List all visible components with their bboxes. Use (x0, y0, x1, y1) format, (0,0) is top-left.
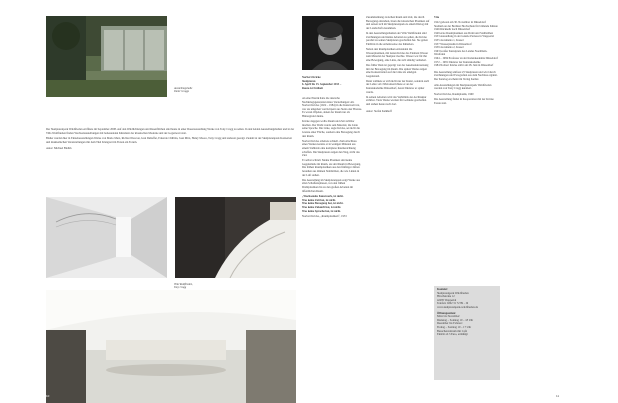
exhibit-title-subtitle: Skulpturen (302, 79, 316, 83)
col2-paragraph-6: In seinen Arbeiten wird das Verhältnis zur Architektur sichtbar. Viele Werke wurden für Gebäude geschaffen und stehen heute noch dort. (366, 95, 427, 107)
contact-box (434, 286, 500, 380)
caption-top-line-1: Ausstellungshalle (174, 87, 193, 90)
quote-line-2: Was keine Zeit hat, ist nicht. (302, 198, 336, 202)
right-column-3 (434, 16, 498, 108)
contact-label: Kontakt: (437, 288, 448, 291)
exhibit-title (302, 76, 362, 90)
caption-top (174, 87, 234, 94)
photo-exhibition-hall (46, 16, 167, 97)
photo-staircase (175, 197, 296, 278)
col1-paragraph-1: An eine Plastik hatte die deutsche Nachkriegsgeneration klare Vorstellungen: Als Norbert Kricke (1922 – 1984) in die Kunstwelt trat, war sie umgeben von Körpern aus Stein oder Bronze. Es waren Objekte, denen der Raum nur als Hintergrund diente. (302, 97, 362, 118)
quote-line-4: Was keine Zukunft hat, ist nicht. (302, 206, 342, 209)
vita-line-1: 1922 geboren am 30. November in Düsseldorf (434, 21, 486, 25)
caption-bottom-line-1: Villa Waldfrieden, (174, 283, 193, 286)
vita-line-6: 1955 documenta 1, Kassel (434, 39, 464, 43)
photo-villa-interior-graphic (46, 197, 167, 278)
exhibit-title-dates: 6. April bis 15. September 2013 – (302, 83, 342, 87)
photo-portrait-kricke (302, 16, 354, 70)
col2-paragraph-1: Zusammenhang zwischen Raum und Zeit, die durch Bewegung entstehen, lösen die klassischen Plastiken auf und setzen sich im Skulpturenpark zu einem Dialog mit der Landschaft zusammen. (366, 16, 430, 30)
photo-exhibition-hall-graphic (46, 16, 167, 97)
col2-paragraph-5: Dann widmete er sich nicht nur der Kunst, sondern auch der Lehre: Ab 1964 unterrichtete er an der Kunstakademie Düsseldorf, deren Direktor er später wurde. (366, 79, 430, 94)
right-column-1 (302, 97, 362, 220)
caption-top-line-2: Dieter Gruggs (174, 90, 190, 94)
vita-line-4: 1949 erste Raumplastiken aus Draht und Stahlstäben (434, 31, 494, 35)
contact-line-2: Hirschstraße 12 (437, 295, 455, 299)
vita-heading: Vita (434, 16, 440, 19)
vita-line-8: 1959 documenta 2, Kassel (434, 46, 464, 50)
left-page-number: 10 (46, 394, 50, 398)
right-column-2 (366, 16, 430, 115)
col2-paragraph-4: Das frühe Werk ist geprägt von der Auseinandersetzung mit der Bewegung im Raum. Die späten Werke zeigen eine Konzentration auf die Linie als einzigen Gegenstand. (366, 63, 429, 78)
col2-paragraph-3: Neben den Raumplastiken entstanden die Wasserplastiken, mit denen Kricke das Element Wasser zum Material der Skulptur machte. Wasser war für ihn eine Bewegung, eine Linie, die sich ständig verändert. (366, 47, 429, 62)
col3-paragraph-4: Die Ausstellung findet in Kooperation mit der Kricke Estate statt. (434, 98, 494, 105)
col3-paragraph-1: Die Ausstellung umfasst 25 Skulpturen und wird durch Zeichnungen und Fotografien aus dem Nachlass ergänzt. Der Katalog erscheint im Verlag Kettler. (434, 70, 498, 81)
photo-staircase-graphic (175, 197, 296, 278)
left-author: Autor: Michael Blohm (46, 147, 72, 151)
quote-line-5: Was keine Sprache hat, ist nicht. (302, 209, 341, 213)
left-body-paragraph-2: Bisher wurden hier in Einzelausstellungen Werke von Mario Merz, Richard Deacon, Jean Dubuffet, Eduardo Chillida, Joan Miró, Henry Moore, Tony Cragg und anderen gezeigt. Zudem ist der Skulpturenpark Konzerten und musikalischen Veranstaltungen mit dem Titel KlangArt im Freien ein Forum. (46, 137, 292, 144)
vita-line-7: 1957 Wasserplastik in Düsseldorf (434, 42, 472, 46)
hours-line-4: Freitag – Sonntag 10 – 17 Uhr (437, 325, 472, 329)
caption-bottom-line-2: Tony Cragg (174, 286, 187, 290)
hours-line-1: März bis November: (437, 315, 461, 319)
contact-line-4: Telefon: 0202 31 72 89 - 19 (437, 302, 469, 306)
col3-paragraph-2: Alle Ausstellungen im Skulpturenpark Waldfrieden werden von Tony Cragg kuratiert. (434, 83, 492, 91)
kricke-quote (302, 195, 362, 213)
vita-line-12: 1984 Norbert Kricke stirbt am 28. Juni in Düsseldorf (434, 64, 494, 68)
quote-source: Norbert Kricke, „Raumplastiken“, 1953 (302, 215, 347, 219)
vita-line-3: 1946 Rückkehr nach Düsseldorf (434, 28, 471, 32)
col2-paragraph-2: In den Ausstellungsräumen der Villa Waldfrieden sind Zeichnungen und kleine Arbeiten zu sehen, die Kricke parallel zu seinen Skulpturen geschaffen hat. Sie geben Einblick in die Arbeitsweise des Künstlers. (366, 31, 428, 46)
exhibit-title-artist: Norbert Kricke (302, 76, 321, 79)
vita-line-9: 1963 Großer Kunstpreis des Landes Nordrhein-Westfalen (434, 49, 488, 57)
hours-line-5: Besucherzentrum mit Café (437, 329, 467, 333)
col2-author: Autor: Stefan Kalkhoff (366, 109, 392, 113)
hours-label: Öffnungszeiten: (437, 311, 457, 315)
photo-villa-interior (46, 197, 167, 278)
hours-line-3: Dezember bis Februar: (437, 322, 463, 326)
photo-portrait-kricke-graphic (302, 16, 354, 70)
left-body-paragraph-1: Der Skulpturenpark Waldfrieden eröffnete im September 2008. Auf den Waldlichtungen und Rasenflächen sind heute in einer Dauerausstellung Werke von Tony Cragg zu sehen. In den beiden Ausstellungshallen und in der Villa Waldfrieden finden Wechselausstellungen mit bedeutenden Künstlern der klassischen Moderne und der Gegenwart statt. (46, 128, 295, 135)
hours-line-6: Eintritt ab 3 Euro, ermäßigt (437, 333, 468, 337)
photo-gallery-interior-graphic (46, 290, 296, 403)
exhibit-title-tagline: Raum ist Freiheit (302, 86, 323, 90)
vita-line-2: Studium an der Berliner Hochschule für bildende Künste (434, 24, 498, 28)
caption-bottom (174, 283, 234, 290)
photo-gallery-interior (46, 290, 296, 403)
vita-line-5: 1953 Ausstellung in der Galerie Parnass in Wuppertal (434, 35, 495, 39)
contact-line-3: 42285 Wuppertal (437, 298, 457, 302)
quote-line-1: „Wachsendes Kunstwerk, ist nicht. (302, 195, 344, 199)
col1-paragraph-5: Die Ausstellung im Skulpturenpark zeigt Werke aus allen Schaffensphasen, von den frühen Drahtplastiken bis zu den großen Arbeiten im öffentlichen Raum. (302, 178, 360, 193)
col1-paragraph-3: Norbert Kricke arbeitete schnell. Zum Abschluss eines Werkes konnte er in wenigen Minuten aus einem Stahlstab eine komplexe Raumzeichnung schaffen. Die Skulpturen zeigen den Weg, nicht das Ziel. (302, 139, 360, 158)
col1-paragraph-2: Kricke dagegen wollte Raum und Zeit sichtbar machen. Der Draht wurde sein Material, die Linie seine Sprache. Die Linie, sagte Kricke, sei nicht die Grenze einer Fläche, sondern eine Bewegung durch den Raum. (302, 120, 360, 138)
contact-line-1: Skulpturenpark Waldfrieden (437, 291, 469, 295)
quote-line-3: Was keine Bewegung hat, ist nicht. (302, 202, 344, 206)
hours-line-2: Dienstag – Sonntag 10 – 18 Uhr (437, 318, 474, 322)
vita-line-10: 1964 – 1984 Professor an der Kunstakademie Düsseldorf (434, 57, 498, 61)
col1-paragraph-4: Er selbst schrieb: Meine Plastiken sind keine Gegenstände im Raum, sie sind Raum in Bewegung. Die frühen Raumplastiken aus den fünfziger Jahren bestehen aus dünnen Stahlstäben, die wie Linien in der Luft stehen. (302, 159, 361, 177)
contact-website-link[interactable]: www.skulpturenpark-waldfrieden.de (437, 305, 478, 309)
left-body (46, 128, 296, 153)
right-page-number: 11 (556, 394, 560, 398)
col3-paragraph-3: Norbert Kricke, Raumplastik, 1960 (434, 92, 474, 96)
vita-line-11: 1972 – 1981 Direktor der Kunstakademie (434, 60, 481, 64)
